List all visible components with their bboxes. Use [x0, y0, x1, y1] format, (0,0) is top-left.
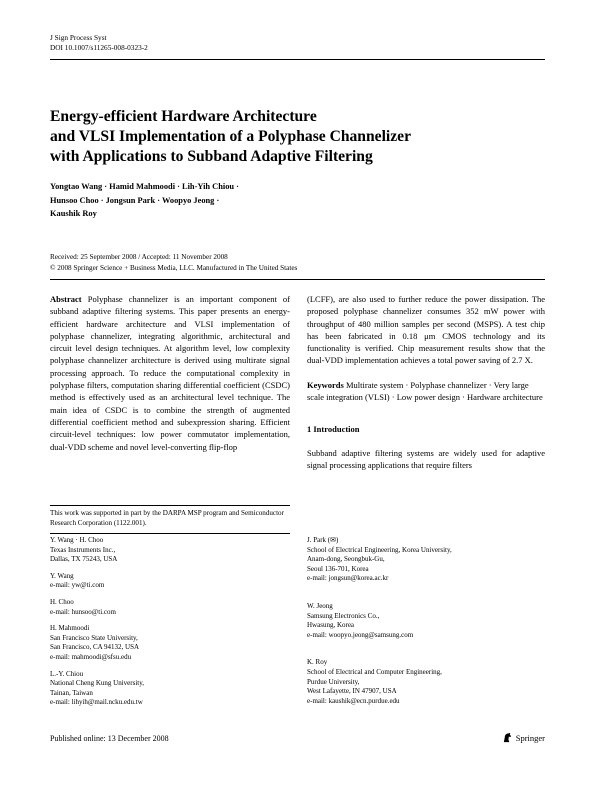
affiliation-line: H. Mahmoodi [50, 624, 90, 633]
affiliation-block [50, 624, 290, 662]
affiliation-line: e-mail: hunsoo@ti.com [50, 607, 116, 616]
right-column [307, 293, 545, 471]
title-line: with Applications to Subband Adaptive Filtering [50, 148, 373, 165]
affiliation-line: Hwasung, Korea [307, 621, 355, 630]
affiliation-block [307, 536, 545, 584]
affiliation-line: Y. Wang [50, 571, 74, 580]
affiliation-line: H. Choo [50, 597, 74, 606]
affiliation-line: e-mail: mahmoodi@sfsu.edu [50, 652, 132, 661]
abstract-continued: (LCFF), are also used to further reduce the power dissipation. The proposed polyphase channelizer consumes 352 mW power with throughput of 480 million samples per second (MSPS). A test chip has been fabricated in 0.18 μm CMOS technology and its functionality is verified. Chip measurement results show that the dual-VDD implementation achieves a total power saving of 2.7 X. [307, 294, 545, 366]
introduction-text: Subband adaptive filtering systems are widely used for adaptive signal processing applications that require filters [307, 447, 545, 470]
affiliation-block [50, 536, 290, 565]
affiliation-line: W. Jeong [307, 601, 333, 610]
publisher-name: Springer [515, 732, 545, 743]
affiliation-line: School of Electrical and Computer Engineering, [307, 667, 442, 676]
article-dates [50, 252, 545, 273]
publisher-mark [502, 732, 545, 743]
keywords [307, 379, 545, 404]
author-list [50, 180, 300, 221]
footnote-rule [50, 505, 290, 506]
author-line: Yongtao Wang · Hamid Mahmoodi · Lih-Yih Chiou · [50, 182, 239, 191]
affiliation-line: National Cheng Kung University, [50, 679, 145, 688]
copyright-line: © 2008 Springer Science + Business Media, LLC. Manufactured in The United States [50, 263, 298, 272]
abstract [50, 293, 290, 453]
received-accepted: Received: 25 September 2008 / Accepted: 11 November 2008 [50, 253, 228, 261]
affiliation-line: Purdue University, [307, 677, 360, 686]
affiliations-right [307, 536, 545, 713]
affiliation-line: L.-Y. Chiou [50, 669, 84, 678]
running-header [50, 33, 148, 53]
affiliation-line: Tainan, Taiwan [50, 688, 93, 697]
affiliation-line: e-mail: kaushik@ecn.purdue.edu [307, 696, 400, 705]
springer-horse-icon [502, 732, 513, 743]
affiliation-line: e-mail: jongsun@korea.ac.kr [307, 574, 389, 583]
affiliation-block [50, 598, 290, 617]
author-line: Kaushik Roy [50, 209, 97, 219]
affiliation-line: Dallas, TX 75243, USA [50, 555, 118, 564]
affiliation-line: e-mail: yw@ti.com [50, 581, 105, 590]
affiliation-line: School of Electrical Engineering, Korea University, [307, 545, 452, 554]
affiliation-line: e-mail: lihyih@mail.ncku.edu.tw [50, 698, 143, 707]
affiliation-line: West Lafayette, IN 47907, USA [307, 687, 397, 696]
funding-note: This work was supported in part by the DARPA MSP program and Semiconductor Research Corporation (1122.001). [50, 509, 284, 527]
affiliation-line: Texas Instruments Inc., [50, 545, 116, 554]
introduction-heading: 1 Introduction [307, 424, 360, 435]
affiliation-line: Samsung Electronics Co., [307, 611, 380, 620]
affiliation-line: J. Park (✉) [307, 536, 339, 544]
affiliations-left [50, 536, 290, 715]
affiliation-line: Y. Wang · H. Choo [50, 536, 104, 544]
affiliation-line: San Francisco State University, [50, 633, 138, 642]
affiliation-line: San Francisco, CA 94132, USA [50, 643, 140, 652]
affiliation-block [50, 670, 290, 708]
abstract-label: Abstract [50, 294, 82, 304]
affiliation-block [307, 602, 545, 640]
footnote-rule-bottom [50, 533, 290, 534]
affiliation-block [50, 572, 290, 591]
published-online: Published online: 13 December 2008 [50, 734, 169, 743]
title-line: Energy-efficient Hardware Architecture [50, 108, 317, 125]
affiliation-block [307, 658, 545, 706]
keywords-text: Multirate system · Polyphase channelizer · Very large scale integration (VLSI) · Low power design · Hardware architecture [307, 379, 543, 403]
abstract-column [50, 293, 290, 453]
keywords-label: Keywords [307, 379, 344, 390]
affiliation-line: Seoul 136-701, Korea [307, 564, 369, 573]
header-rule [50, 59, 545, 60]
affiliation-line: e-mail: woopyo.jeong@samsung.com [307, 630, 414, 639]
affiliation-line: Anam-dong, Seongbuk-Gu, [307, 555, 385, 564]
author-line: Hunsoo Choo · Jongsun Park · Woopyo Jeong · [50, 195, 220, 205]
abstract-text: Polyphase channelizer is an important component of subband adaptive filtering systems. This paper presents an energy-efficient hardware architecture and VLSI implementation of polyphase channelizer, integrating algorithmic, architectural and circuit level design techniques. At algorithm level, low complexity polyphase channelizer architecture is derived using multirate signal processing approach. To reduce the computational complexity in polyphase filters, computation sharing differential coefficient (CSDC) method is effectively used as an architectural level technique. The main idea of CSDC is to combine the strength of augmented differential coefficient method and subexpression sharing. Efficient circuit-level techniques: low power commutator implementation, dual-VDD scheme and novel level-converting flip-flop [50, 294, 290, 452]
title-line: and VLSI Implementation of a Polyphase Channelizer [50, 128, 412, 145]
article-title [50, 107, 545, 167]
doi: DOI 10.1007/s11265-008-0323-2 [50, 43, 148, 52]
journal-name: J Sign Process Syst [50, 33, 107, 42]
affiliation-line: K. Roy [307, 658, 328, 667]
dates-rule [50, 279, 545, 280]
